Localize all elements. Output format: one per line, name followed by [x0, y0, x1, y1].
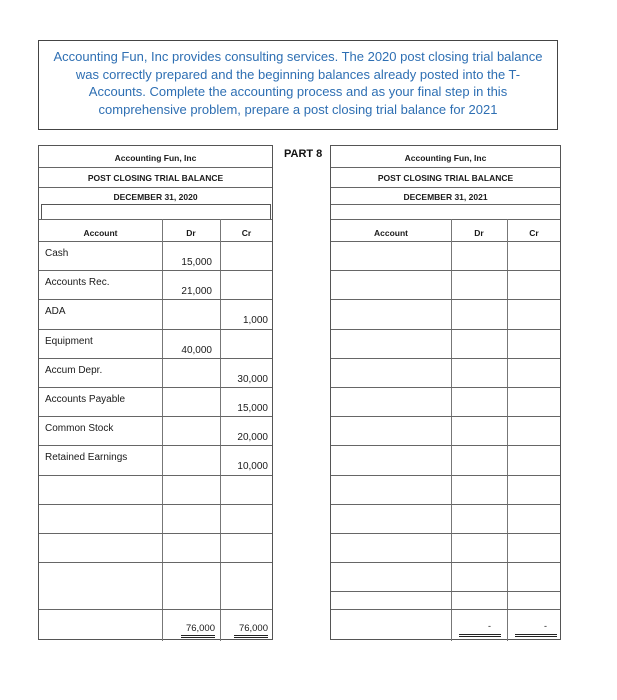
account-name: Accounts Rec.	[45, 277, 110, 289]
debit-amount: 15,000	[181, 257, 212, 268]
total-cr-underline	[234, 635, 268, 638]
credit-amount: 10,000	[237, 461, 268, 473]
total-cr-underline	[515, 634, 557, 637]
row-divider	[331, 270, 560, 271]
row-divider	[39, 387, 272, 388]
row-divider	[331, 591, 560, 592]
credit-amount: 1,000	[242, 315, 268, 327]
credit-amount: 20,000	[237, 432, 268, 444]
total-dr-underline	[181, 635, 215, 638]
column-header-dr: Dr	[186, 228, 196, 238]
row-divider	[39, 562, 272, 563]
row-divider	[39, 475, 272, 476]
row-divider	[39, 329, 272, 330]
row-divider	[331, 329, 560, 330]
trial-balance-2021	[330, 145, 561, 640]
row-divider	[331, 533, 560, 534]
report-title: POST CLOSING TRIAL BALANCE	[87, 173, 224, 183]
column-header-cr: Cr	[241, 228, 252, 238]
total-dr: 76,000	[185, 623, 215, 634]
total-cr: 76,000	[238, 623, 268, 634]
blank-header-row	[41, 204, 271, 220]
row-divider	[39, 416, 272, 417]
part-label: PART 8	[284, 148, 323, 160]
row-divider	[331, 445, 560, 446]
problem-instructions-text: Accounting Fun, Inc provides consulting services. The 2020 post closing trial balance was correctly prepared and the beginning balances already posted into the T-Accounts. Complete the accounting process and as your final step in this comprehensive problem, prepare a post closing trial balance for 2021	[53, 49, 543, 117]
account-name: Common Stock	[45, 423, 114, 435]
row-divider	[331, 562, 560, 563]
credit-amount: 30,000	[237, 373, 268, 385]
company-name: Accounting Fun, Inc	[114, 153, 197, 163]
column-header-dr: Dr	[474, 228, 484, 238]
problem-instructions	[38, 40, 558, 130]
report-date: DECEMBER 31, 2021	[403, 192, 488, 202]
account-name: Retained Earnings	[45, 452, 128, 464]
row-divider	[39, 445, 272, 446]
account-name: Equipment	[45, 335, 93, 347]
debit-amount: 40,000	[181, 344, 212, 356]
row-divider	[331, 475, 560, 476]
row-divider	[331, 299, 560, 300]
row-divider	[39, 299, 272, 300]
row-divider	[331, 504, 560, 505]
account-name: Cash	[45, 248, 69, 259]
account-name: ADA	[45, 306, 66, 318]
trial-balance-2020	[38, 145, 273, 640]
row-divider	[331, 358, 560, 359]
credit-amount: 15,000	[237, 403, 268, 414]
row-divider	[39, 358, 272, 359]
row-divider	[39, 533, 272, 534]
account-name: Accum Depr.	[45, 364, 103, 376]
row-divider	[39, 270, 272, 271]
debit-amount: 21,000	[181, 286, 212, 298]
total-cr: -	[544, 621, 547, 631]
column-header-cr: Cr	[529, 228, 539, 238]
column-header-account: Account	[374, 228, 408, 238]
row-divider	[331, 416, 560, 417]
report-date: DECEMBER 31, 2020	[113, 192, 198, 202]
report-title: POST CLOSING TRIAL BALANCE	[377, 173, 514, 183]
company-name: Accounting Fun, Inc	[404, 153, 487, 163]
total-dr: -	[488, 621, 491, 631]
column-header-account: Account	[83, 228, 118, 238]
account-name: Accounts Payable	[45, 394, 126, 405]
row-divider	[331, 387, 560, 388]
row-divider	[39, 504, 272, 505]
total-dr-underline	[459, 634, 501, 637]
